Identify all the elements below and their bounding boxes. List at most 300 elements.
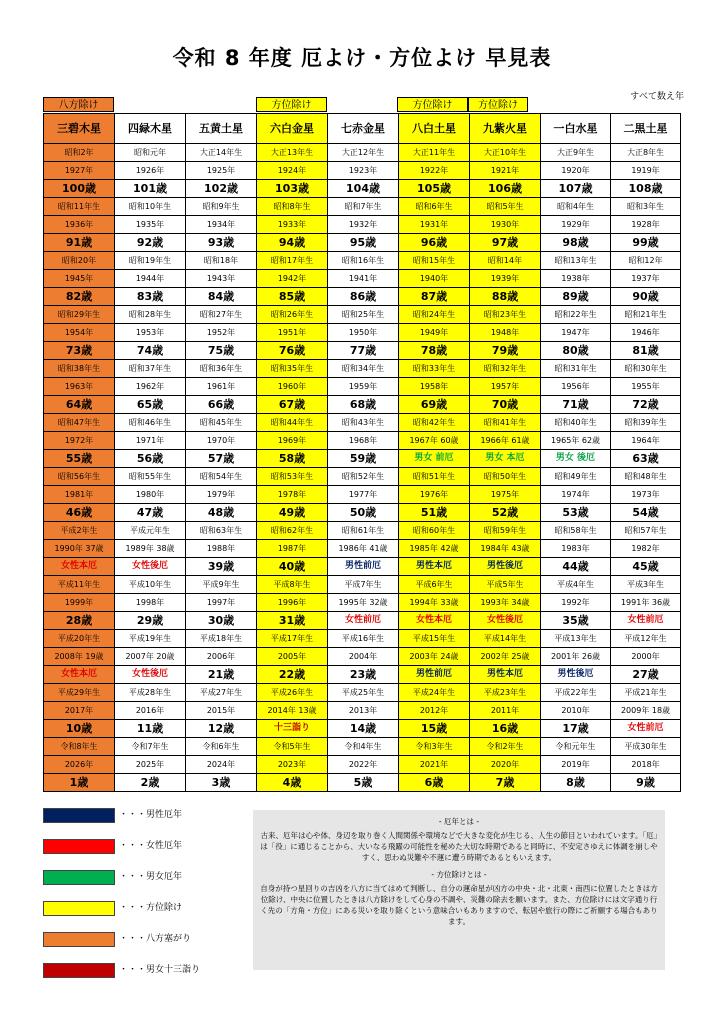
- era-cell: 昭和5年生: [470, 198, 541, 216]
- year-cell: 1944年: [115, 270, 186, 288]
- year-cell: 1997年: [186, 594, 257, 612]
- table-row: [44, 180, 681, 198]
- era-cell: 昭和50年生: [470, 468, 541, 486]
- year-cell: 1939年: [470, 270, 541, 288]
- year-cell: 1957年: [470, 378, 541, 396]
- age-cell: 63歳: [611, 450, 681, 468]
- era-cell: 大正12年生: [328, 144, 399, 162]
- table-row: [44, 432, 681, 450]
- era-cell: 昭和30年生: [611, 360, 681, 378]
- year-cell: 2003年 24歳: [399, 648, 470, 666]
- star-header: 一白水星: [541, 114, 611, 144]
- age-cell: 8歳: [541, 774, 611, 792]
- year-cell: 1919年: [611, 162, 681, 180]
- age-cell: 男女 本厄: [470, 450, 541, 468]
- age-cell: 15歳: [399, 720, 470, 738]
- era-cell: 昭和41年生: [470, 414, 541, 432]
- legend-swatch: [43, 870, 115, 885]
- era-cell: 大正13年生: [257, 144, 328, 162]
- age-cell: 68歳: [328, 396, 399, 414]
- table-row: [44, 360, 681, 378]
- year-cell: 2010年: [541, 702, 611, 720]
- era-cell: 昭和13年生: [541, 252, 611, 270]
- age-cell: 44歳: [541, 558, 611, 576]
- year-cell: 2018年: [611, 756, 681, 774]
- age-cell: 55歳: [44, 450, 115, 468]
- star-header: 六白金星: [257, 114, 328, 144]
- age-cell: 4歳: [257, 774, 328, 792]
- year-cell: 1961年: [186, 378, 257, 396]
- era-cell: 平成25年生: [328, 684, 399, 702]
- table-row: [44, 540, 681, 558]
- star-header: 九紫火星: [470, 114, 541, 144]
- star-header: 二黒土星: [611, 114, 681, 144]
- era-cell: 昭和51年生: [399, 468, 470, 486]
- era-cell: 昭和36年生: [186, 360, 257, 378]
- age-cell: 76歳: [257, 342, 328, 360]
- table-row: [44, 396, 681, 414]
- year-cell: 1979年: [186, 486, 257, 504]
- table-row: [44, 468, 681, 486]
- age-cell: 男性前厄: [328, 558, 399, 576]
- year-cell: 1977年: [328, 486, 399, 504]
- tag-houi-1: 方位除け: [256, 97, 327, 112]
- era-cell: 昭和9年生: [186, 198, 257, 216]
- era-cell: 平成21年生: [611, 684, 681, 702]
- era-cell: 平成17年生: [257, 630, 328, 648]
- era-cell: 昭和14年: [470, 252, 541, 270]
- year-cell: 1929年: [541, 216, 611, 234]
- table-row: [44, 774, 681, 792]
- year-cell: 1950年: [328, 324, 399, 342]
- era-cell: 昭和37年生: [115, 360, 186, 378]
- year-cell: 1920年: [541, 162, 611, 180]
- year-cell: 2024年: [186, 756, 257, 774]
- age-cell: 107歳: [541, 180, 611, 198]
- age-cell: 91歳: [44, 234, 115, 252]
- era-cell: 令和8年生: [44, 738, 115, 756]
- age-cell: 97歳: [470, 234, 541, 252]
- era-cell: 令和7年生: [115, 738, 186, 756]
- legend-swatch: [43, 963, 115, 978]
- tag-happo: 八方除け: [43, 97, 114, 112]
- year-cell: 1923年: [328, 162, 399, 180]
- year-cell: 1985年 42歳: [399, 540, 470, 558]
- era-cell: 平成6年生: [399, 576, 470, 594]
- year-cell: 1921年: [470, 162, 541, 180]
- era-cell: 昭和59年生: [470, 522, 541, 540]
- year-cell: 2026年: [44, 756, 115, 774]
- era-cell: 昭和54年生: [186, 468, 257, 486]
- era-cell: 昭和6年生: [399, 198, 470, 216]
- table-row: [44, 522, 681, 540]
- year-cell: 2004年: [328, 648, 399, 666]
- year-cell: 1945年: [44, 270, 115, 288]
- era-cell: 令和4年生: [328, 738, 399, 756]
- table-row: [44, 234, 681, 252]
- era-cell: 平成13年生: [541, 630, 611, 648]
- era-cell: 昭和32年生: [470, 360, 541, 378]
- year-cell: 2002年 25歳: [470, 648, 541, 666]
- era-cell: 令和3年生: [399, 738, 470, 756]
- legend-item: [43, 808, 243, 824]
- era-cell: 大正8年生: [611, 144, 681, 162]
- legend-label: ・・・女性厄年: [119, 841, 183, 851]
- age-cell: 40歳: [257, 558, 328, 576]
- age-cell: 男性本厄: [470, 666, 541, 684]
- age-cell: 84歳: [186, 288, 257, 306]
- era-cell: 平成27年生: [186, 684, 257, 702]
- age-cell: 6歳: [399, 774, 470, 792]
- year-cell: 1999年: [44, 594, 115, 612]
- era-cell: 昭和34年生: [328, 360, 399, 378]
- yakudoshi-table: [43, 113, 681, 792]
- legend-label: ・・・方位除け: [119, 903, 183, 913]
- year-cell: 1949年: [399, 324, 470, 342]
- year-cell: 1936年: [44, 216, 115, 234]
- age-cell: 女性前厄: [328, 612, 399, 630]
- era-cell: 昭和25年生: [328, 306, 399, 324]
- yakudoshi-text: 古来、厄年は心や体、身辺を取り巻く人間関係や環境などで大きな変化が生じる、人生の節目といわれています。「厄」は「役」に通じることから、大いなる飛躍の可能性を秘めた大切な時期であると同時に、不安定さゆえに体調を崩しやすく、思わぬ災難や不運に遭う時期であるともいえます。: [260, 831, 658, 862]
- era-cell: 平成15年生: [399, 630, 470, 648]
- age-cell: 47歳: [115, 504, 186, 522]
- legend-item: [43, 901, 243, 917]
- table-row: [44, 288, 681, 306]
- age-cell: 45歳: [611, 558, 681, 576]
- year-cell: 1941年: [328, 270, 399, 288]
- era-cell: 昭和44年生: [257, 414, 328, 432]
- era-cell: 昭和63年生: [186, 522, 257, 540]
- year-cell: 1973年: [611, 486, 681, 504]
- era-cell: 平成8年生: [257, 576, 328, 594]
- era-cell: 昭和29年生: [44, 306, 115, 324]
- year-cell: 1964年: [611, 432, 681, 450]
- year-cell: 1930年: [470, 216, 541, 234]
- age-cell: 46歳: [44, 504, 115, 522]
- info-box: [253, 810, 665, 970]
- era-cell: 昭和43年生: [328, 414, 399, 432]
- era-cell: 平成元年生: [115, 522, 186, 540]
- age-cell: 女性本厄: [44, 558, 115, 576]
- table-row: [44, 198, 681, 216]
- year-cell: 1963年: [44, 378, 115, 396]
- year-cell: 2007年 20歳: [115, 648, 186, 666]
- star-header: 五黄土星: [186, 114, 257, 144]
- table-row: [44, 378, 681, 396]
- table-row: [44, 324, 681, 342]
- legend-item: [43, 870, 243, 886]
- houiyoke-text: 自身が持つ星回りの吉凶を八方に当てはめて判断し、自分の運命星が凶方の中央・北・北東・南西に位置したときは方位除け、中央に位置したときは八方除けをして心身の不調や、災難の除去を願います。また、方位除けには文字通り行く先の「方角・方位」にある災いを取り除くという意味合いもありますので、転居や旅行の際にご祈願する場合もあります。: [260, 884, 658, 926]
- era-cell: 昭和35年生: [257, 360, 328, 378]
- era-cell: 平成23年生: [470, 684, 541, 702]
- year-cell: 2015年: [186, 702, 257, 720]
- age-cell: 83歳: [115, 288, 186, 306]
- age-cell: 5歳: [328, 774, 399, 792]
- age-cell: 77歳: [328, 342, 399, 360]
- year-cell: 1947年: [541, 324, 611, 342]
- year-cell: 1922年: [399, 162, 470, 180]
- year-cell: 1927年: [44, 162, 115, 180]
- age-cell: 男性本厄: [399, 558, 470, 576]
- age-cell: 1歳: [44, 774, 115, 792]
- header-row: [44, 114, 681, 144]
- era-cell: 平成7年生: [328, 576, 399, 594]
- table-row: [44, 216, 681, 234]
- year-cell: 1982年: [611, 540, 681, 558]
- year-cell: 2013年: [328, 702, 399, 720]
- houiyoke-heading: - 方位除けとは -: [431, 870, 487, 879]
- year-cell: 1995年 32歳: [328, 594, 399, 612]
- year-cell: 2022年: [328, 756, 399, 774]
- era-cell: 大正11年生: [399, 144, 470, 162]
- age-cell: 93歳: [186, 234, 257, 252]
- year-cell: 1988年: [186, 540, 257, 558]
- year-cell: 1933年: [257, 216, 328, 234]
- age-cell: 男女 前厄: [399, 450, 470, 468]
- age-cell: 女性後厄: [470, 612, 541, 630]
- era-cell: 平成9年生: [186, 576, 257, 594]
- era-cell: 昭和19年生: [115, 252, 186, 270]
- year-cell: 1968年: [328, 432, 399, 450]
- year-cell: 2023年: [257, 756, 328, 774]
- star-header: 七赤金星: [328, 114, 399, 144]
- age-cell: 17歳: [541, 720, 611, 738]
- age-cell: 70歳: [470, 396, 541, 414]
- table-row: [44, 594, 681, 612]
- age-cell: 7歳: [470, 774, 541, 792]
- tag-houi-2: 方位除け: [397, 97, 468, 112]
- year-cell: 1962年: [115, 378, 186, 396]
- era-cell: 昭和58年生: [541, 522, 611, 540]
- age-cell: 85歳: [257, 288, 328, 306]
- year-cell: 1959年: [328, 378, 399, 396]
- legend-item: [43, 839, 243, 855]
- year-cell: 1996年: [257, 594, 328, 612]
- age-cell: 男性後厄: [470, 558, 541, 576]
- legend-label: ・・・八方塞がり: [119, 934, 192, 944]
- year-cell: 2014年 13歳: [257, 702, 328, 720]
- age-cell: 39歳: [186, 558, 257, 576]
- era-cell: 昭和12年: [611, 252, 681, 270]
- table-row: [44, 702, 681, 720]
- year-cell: 1958年: [399, 378, 470, 396]
- year-cell: 1966年 61歳: [470, 432, 541, 450]
- category-tags: [43, 97, 680, 113]
- age-cell: 96歳: [399, 234, 470, 252]
- year-cell: 2012年: [399, 702, 470, 720]
- year-cell: 1952年: [186, 324, 257, 342]
- year-cell: 1971年: [115, 432, 186, 450]
- era-cell: 昭和11年生: [44, 198, 115, 216]
- legend-swatch: [43, 839, 115, 854]
- year-cell: 2016年: [115, 702, 186, 720]
- age-cell: 28歳: [44, 612, 115, 630]
- age-cell: 56歳: [115, 450, 186, 468]
- age-cell: 29歳: [115, 612, 186, 630]
- era-cell: 令和5年生: [257, 738, 328, 756]
- era-cell: 平成2年生: [44, 522, 115, 540]
- era-cell: 昭和28年生: [115, 306, 186, 324]
- table-row: [44, 576, 681, 594]
- age-cell: 十三詣り: [257, 720, 328, 738]
- year-cell: 1970年: [186, 432, 257, 450]
- year-cell: 1925年: [186, 162, 257, 180]
- age-cell: 74歳: [115, 342, 186, 360]
- era-cell: 平成16年生: [328, 630, 399, 648]
- era-cell: 昭和22年生: [541, 306, 611, 324]
- table-row: [44, 738, 681, 756]
- legend-swatch: [43, 932, 115, 947]
- era-cell: 昭和17年生: [257, 252, 328, 270]
- year-cell: 2025年: [115, 756, 186, 774]
- legend-label: ・・・男女十三詣り: [119, 965, 201, 975]
- table-row: [44, 450, 681, 468]
- era-cell: 平成20年生: [44, 630, 115, 648]
- table-row: [44, 342, 681, 360]
- era-cell: 昭和49年生: [541, 468, 611, 486]
- age-cell: 67歳: [257, 396, 328, 414]
- era-cell: 昭和10年生: [115, 198, 186, 216]
- era-cell: 昭和45年生: [186, 414, 257, 432]
- era-cell: 昭和48年生: [611, 468, 681, 486]
- table-row: [44, 612, 681, 630]
- age-cell: 64歳: [44, 396, 115, 414]
- era-cell: 令和2年生: [470, 738, 541, 756]
- yakudoshi-heading: - 厄年とは -: [438, 817, 480, 826]
- year-cell: 1960年: [257, 378, 328, 396]
- age-cell: 101歳: [115, 180, 186, 198]
- year-cell: 1980年: [115, 486, 186, 504]
- age-cell: 女性本厄: [399, 612, 470, 630]
- era-cell: 昭和26年生: [257, 306, 328, 324]
- year-cell: 1924年: [257, 162, 328, 180]
- age-cell: 89歳: [541, 288, 611, 306]
- era-cell: 昭和52年生: [328, 468, 399, 486]
- era-cell: 昭和61年生: [328, 522, 399, 540]
- era-cell: 平成26年生: [257, 684, 328, 702]
- era-cell: 昭和15年生: [399, 252, 470, 270]
- age-cell: 53歳: [541, 504, 611, 522]
- age-cell: 51歳: [399, 504, 470, 522]
- table-row: [44, 684, 681, 702]
- age-cell: 103歳: [257, 180, 328, 198]
- era-cell: 平成5年生: [470, 576, 541, 594]
- age-cell: 女性後厄: [115, 666, 186, 684]
- age-cell: 16歳: [470, 720, 541, 738]
- year-cell: 2008年 19歳: [44, 648, 115, 666]
- age-cell: 35歳: [541, 612, 611, 630]
- age-cell: 87歳: [399, 288, 470, 306]
- age-cell: 104歳: [328, 180, 399, 198]
- era-cell: 昭和4年生: [541, 198, 611, 216]
- age-cell: 30歳: [186, 612, 257, 630]
- era-cell: 平成24年生: [399, 684, 470, 702]
- counting-note: すべて数え年: [630, 92, 684, 102]
- era-cell: 昭和46年生: [115, 414, 186, 432]
- age-cell: 11歳: [115, 720, 186, 738]
- age-cell: 男女 後厄: [541, 450, 611, 468]
- year-cell: 1990年 37歳: [44, 540, 115, 558]
- year-cell: 1934年: [186, 216, 257, 234]
- era-cell: 大正9年生: [541, 144, 611, 162]
- era-cell: 昭和62年生: [257, 522, 328, 540]
- year-cell: 1932年: [328, 216, 399, 234]
- year-cell: 1953年: [115, 324, 186, 342]
- age-cell: 23歳: [328, 666, 399, 684]
- year-cell: 1987年: [257, 540, 328, 558]
- age-cell: 100歳: [44, 180, 115, 198]
- age-cell: 54歳: [611, 504, 681, 522]
- table-row: [44, 144, 681, 162]
- era-cell: 平成10年生: [115, 576, 186, 594]
- year-cell: 1984年 43歳: [470, 540, 541, 558]
- age-cell: 79歳: [470, 342, 541, 360]
- table-row: [44, 648, 681, 666]
- age-cell: 72歳: [611, 396, 681, 414]
- age-cell: 71歳: [541, 396, 611, 414]
- year-cell: 1976年: [399, 486, 470, 504]
- year-cell: 2021年: [399, 756, 470, 774]
- table-row: [44, 666, 681, 684]
- year-cell: 1983年: [541, 540, 611, 558]
- year-cell: 1969年: [257, 432, 328, 450]
- age-cell: 81歳: [611, 342, 681, 360]
- star-header: 八白土星: [399, 114, 470, 144]
- age-cell: 78歳: [399, 342, 470, 360]
- era-cell: 大正14年生: [186, 144, 257, 162]
- star-header: 三碧木星: [44, 114, 115, 144]
- year-cell: 2000年: [611, 648, 681, 666]
- age-cell: 102歳: [186, 180, 257, 198]
- year-cell: 1942年: [257, 270, 328, 288]
- age-cell: 22歳: [257, 666, 328, 684]
- year-cell: 2017年: [44, 702, 115, 720]
- era-cell: 昭和16年生: [328, 252, 399, 270]
- age-cell: 57歳: [186, 450, 257, 468]
- era-cell: 昭和7年生: [328, 198, 399, 216]
- age-cell: 52歳: [470, 504, 541, 522]
- age-cell: 9歳: [611, 774, 681, 792]
- year-cell: 1972年: [44, 432, 115, 450]
- era-cell: 平成30年生: [611, 738, 681, 756]
- era-cell: 平成14年生: [470, 630, 541, 648]
- year-cell: 1948年: [470, 324, 541, 342]
- year-cell: 1954年: [44, 324, 115, 342]
- year-cell: 1991年 36歳: [611, 594, 681, 612]
- age-cell: 98歳: [541, 234, 611, 252]
- age-cell: 31歳: [257, 612, 328, 630]
- age-cell: 65歳: [115, 396, 186, 414]
- year-cell: 2011年: [470, 702, 541, 720]
- era-cell: 昭和53年生: [257, 468, 328, 486]
- era-cell: 令和6年生: [186, 738, 257, 756]
- era-cell: 昭和24年生: [399, 306, 470, 324]
- year-cell: 1943年: [186, 270, 257, 288]
- age-cell: 95歳: [328, 234, 399, 252]
- age-cell: 女性本厄: [44, 666, 115, 684]
- age-cell: 86歳: [328, 288, 399, 306]
- age-cell: 2歳: [115, 774, 186, 792]
- age-cell: 21歳: [186, 666, 257, 684]
- era-cell: 大正10年生: [470, 144, 541, 162]
- year-cell: 1940年: [399, 270, 470, 288]
- age-cell: 3歳: [186, 774, 257, 792]
- era-cell: 平成3年生: [611, 576, 681, 594]
- table-row: [44, 558, 681, 576]
- era-cell: 平成11年生: [44, 576, 115, 594]
- era-cell: 昭和3年生: [611, 198, 681, 216]
- age-cell: 69歳: [399, 396, 470, 414]
